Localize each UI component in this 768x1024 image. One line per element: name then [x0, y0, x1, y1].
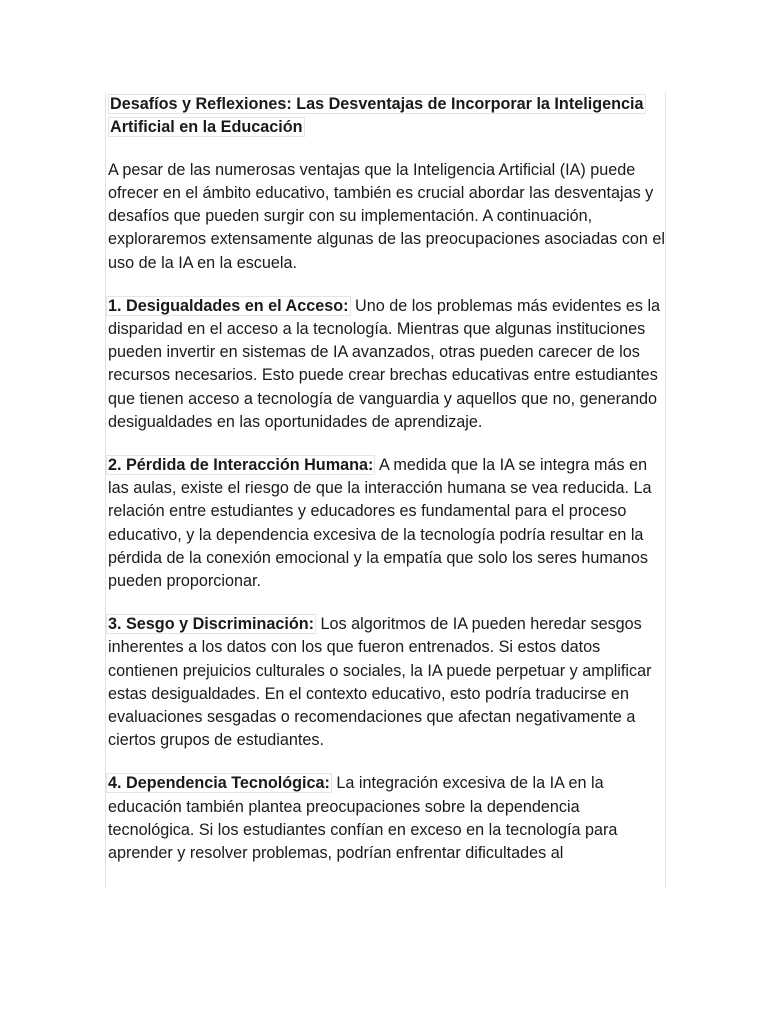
- section-2: [108, 454, 665, 593]
- section-3-body: Los algoritmos de IA pueden heredar sesgos inherentes a los datos con los que fueron entrenados. Si estos datos contienen prejuicios culturales o sociales, la IA puede perpetuar y amplificar estas desigualdades. En el contexto educativo, esto podría traducirse en evaluaciones sesgadas o recomendaciones que afectan negativamente a ciertos grupos de estudiantes.: [108, 615, 652, 750]
- section-2-heading: 2. Pérdida de Interacción Humana:: [108, 456, 374, 475]
- intro-paragraph: A pesar de las numerosas ventajas que la Inteligencia Artificial (IA) puede ofrecer en el ámbito educativo, también es crucial abordar las desventajas y desafíos que pueden surgir con su implementación. A continuación, exploraremos extensamente algunas de las preocupaciones asociadas con el uso de la IA en la escuela.: [108, 160, 666, 272]
- section-3-heading: 3. Sesgo y Discriminación:: [108, 615, 315, 634]
- document-page: [105, 92, 666, 888]
- section-1-heading: 1. Desigualdades en el Acceso:: [108, 296, 349, 315]
- title-block: [108, 92, 665, 140]
- section-4-body: La integración excesiva de la IA en la educación también plantea preocupaciones sobre la dependencia tecnológica. Si los estudiantes confían en exceso en la tecnología para aprender y resolver problemas, podrían enfrentar dificultades al: [108, 774, 618, 863]
- document-title: Desafíos y Reflexiones: Las Desventajas de Incorporar la Inteligencia Artificial en la Educación: [110, 95, 644, 137]
- section-4-heading: 4. Dependencia Tecnológica:: [108, 774, 330, 793]
- section-1-body: Uno de los problemas más evidentes es la disparidad en el acceso a la tecnología. Mientras que algunas instituciones pueden invertir en sistemas de IA avanzados, otras pueden carecer de los recursos necesarios. Esto puede crear brechas educativas entre estudiantes que tienen acceso a tecnología de vanguardia y aquellos que no, generando desigualdades en las oportunidades de aprendizaje.: [108, 296, 661, 431]
- section-3: [108, 613, 665, 752]
- section-1: [108, 295, 665, 434]
- section-4: [108, 772, 665, 865]
- section-2-body: A medida que la IA se integra más en las aulas, existe el riesgo de que la interacción humana se vea reducida. La relación entre estudiantes y educadores es fundamental para el proceso educativo, y la dependencia excesiva de la tecnología podría resultar en la pérdida de la conexión emocional y la empatía que solo los seres humanos pueden proporcionar.: [108, 456, 652, 591]
- document-content: [106, 92, 665, 865]
